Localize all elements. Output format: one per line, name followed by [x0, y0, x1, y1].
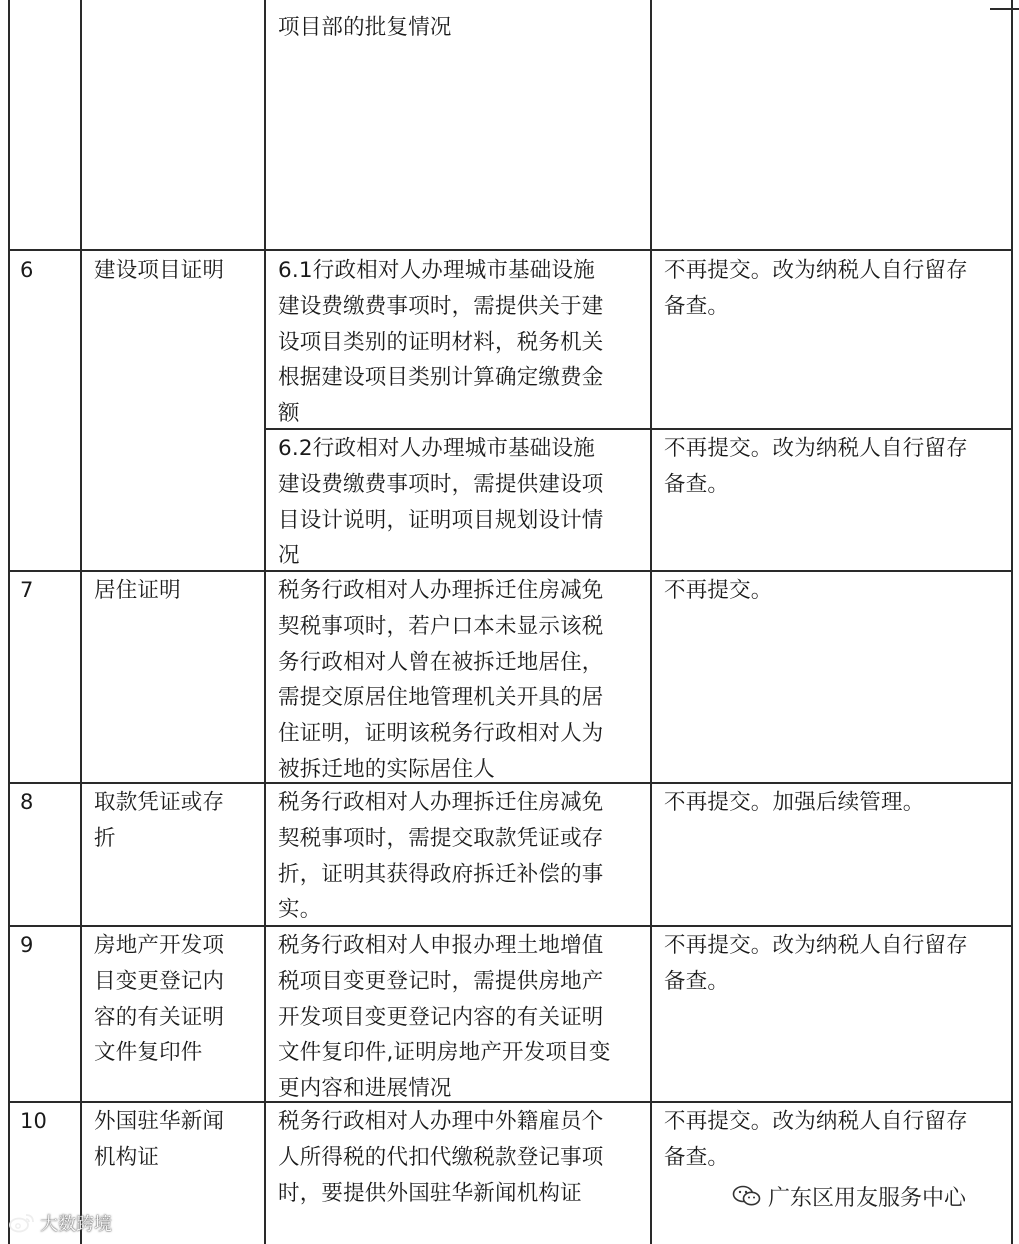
wechat-icon [732, 1184, 762, 1208]
table-cell-name: 房地产开发项 目变更登记内 容的有关证明 文件复印件 [94, 933, 225, 1066]
table-cell-result: 不再提交。改为纳税人自行留存 备查。 [664, 933, 968, 994]
table-cell-number: 8 [20, 790, 34, 814]
wechat-watermark [732, 1179, 966, 1213]
table-border-right [1011, 0, 1013, 1244]
table-cell-number: 10 [20, 1109, 48, 1133]
table-cell-name: 取款凭证或存 折 [94, 790, 225, 851]
weibo-icon [8, 1212, 36, 1234]
table-cell-item: 税务行政相对人办理拆迁住房减免 契税事项时，需提交取款凭证或存 折，证明其获得政府拆迁补偿的事 实。 [278, 790, 604, 923]
table-cell-result: 不再提交。改为纳税人自行留存 备查。 [664, 258, 968, 319]
table-border-top [990, 8, 1019, 10]
table-cell-name: 居住证明 [94, 578, 181, 603]
table-divider-col2 [264, 0, 266, 1244]
weibo-watermark-text: 大数跨境 [40, 1214, 112, 1235]
table-cell-item: 项目部的批复情况 [278, 15, 452, 40]
table-divider-col3 [650, 0, 652, 1244]
table-row-divider [8, 249, 1013, 251]
table-cell-result: 不再提交。改为纳税人自行留存 备查。 [664, 1109, 968, 1170]
table-cell-item: 税务行政相对人申报办理土地增值 税项目变更登记时，需提供房地产 开发项目变更登记内容的有关证明 文件复印件,证明房地产开发项目变 更内容和进展情况 [278, 933, 611, 1102]
table-cell-name: 建设项目证明 [94, 258, 225, 283]
table-cell-result: 不再提交。加强后续管理。 [664, 790, 925, 815]
table-cell-number: 7 [20, 578, 34, 602]
table-cell-item: 6.2行政相对人办理城市基础设施 建设费缴费事项时，需提供建设项 目设计说明，证明项目规划设计情 况 [278, 436, 604, 569]
table-divider-col1 [80, 0, 82, 1244]
table-cell-name: 外国驻华新闻 机构证 [94, 1109, 225, 1170]
table-cell-item: 税务行政相对人办理拆迁住房减免 契税事项时，若户口本未显示该税 务行政相对人曾在被拆迁地居住， 需提交原居住地管理机关开具的居 住证明，证明该税务行政相对人为 被拆迁地的实际居住人 [278, 578, 604, 782]
table-cell-item: 税务行政相对人办理中外籍雇员个 人所得税的代扣代缴税款登记事项 时，要提供外国驻华新闻机构证 [278, 1109, 604, 1206]
table-border-left [8, 0, 10, 1244]
table-cell-number: 6 [20, 258, 34, 282]
table-cell-item: 6.1行政相对人办理城市基础设施 建设费缴费事项时，需提供关于建 设项目类别的证明材料，税务机关 根据建设项目类别计算确定缴费金 额 [278, 258, 604, 427]
table-cell-number: 9 [20, 933, 34, 957]
wechat-watermark-text: 广东区用友服务中心 [768, 1185, 967, 1211]
weibo-watermark [8, 1208, 112, 1238]
table-cell-result: 不再提交。 [664, 578, 773, 603]
table-cell-result: 不再提交。改为纳税人自行留存 备查。 [664, 436, 968, 497]
